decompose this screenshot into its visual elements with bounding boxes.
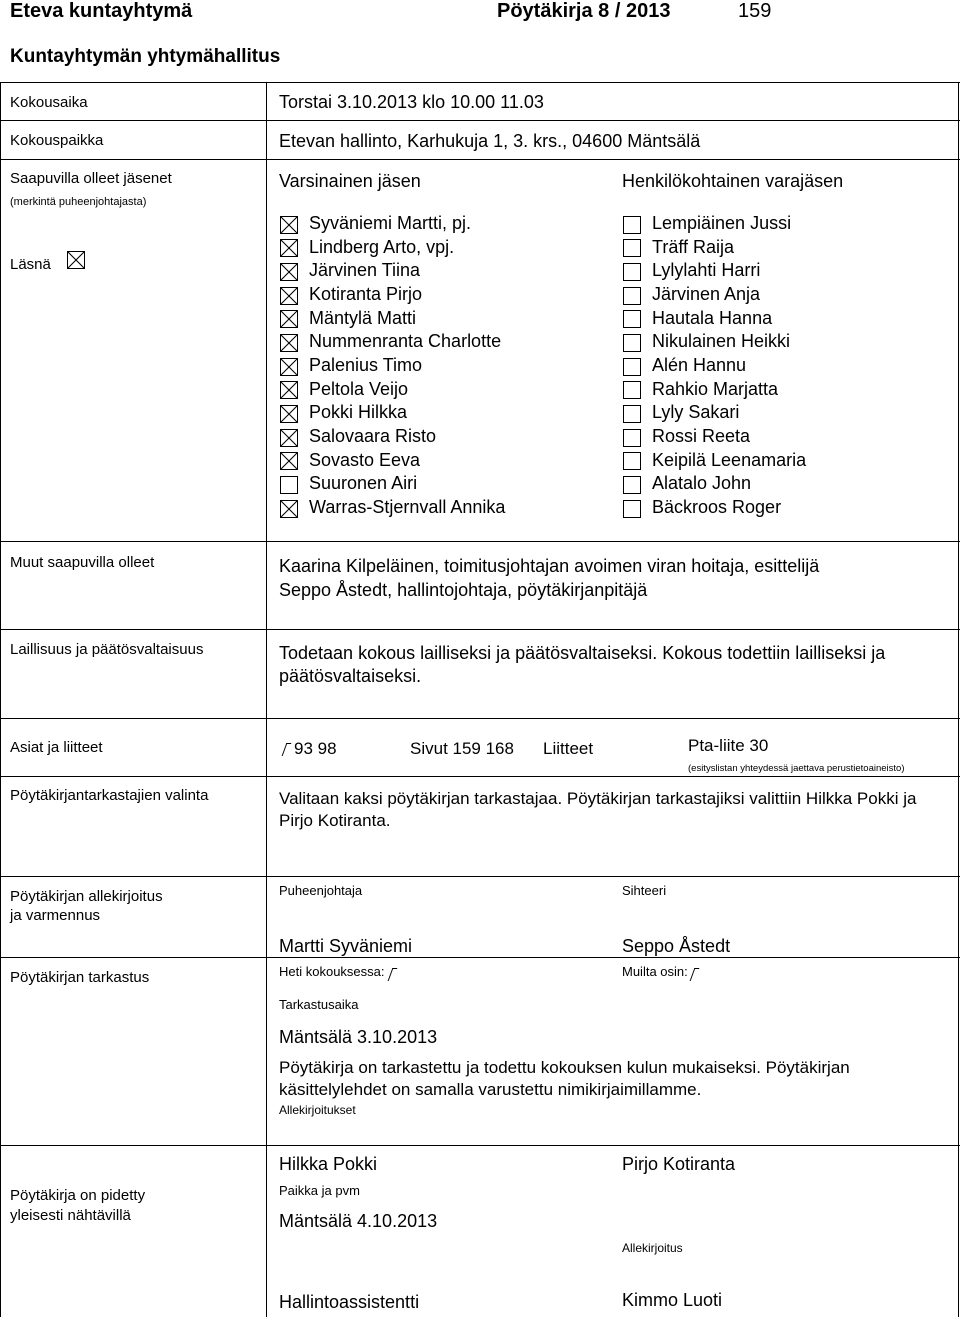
member-column-header: Varsinainen jäsen — [279, 171, 421, 191]
deputy-name: Järvinen Anja — [652, 284, 761, 304]
cross-mark-icon — [281, 311, 297, 327]
member-name: Lindberg Arto, vpj. — [309, 236, 455, 257]
document-title: Pöytäkirja 8 / 2013 — [497, 0, 671, 22]
member-checkbox[interactable] — [280, 310, 298, 328]
display-signer: Kimmo Luoti — [622, 1290, 723, 1310]
member-name: Järvinen Tiina — [309, 260, 421, 281]
deputy-name: Keipilä Leenamaria — [652, 449, 807, 470]
deputy-checkbox[interactable] — [623, 476, 641, 494]
member-name: Salovaara Risto — [309, 426, 437, 447]
cross-mark-icon — [281, 453, 297, 469]
member-name: Mäntylä Matti — [309, 307, 417, 328]
divider — [266, 82, 267, 1317]
display-role: Hallintoassistentti — [279, 1292, 420, 1312]
deputy-name: Rahkio Marjatta — [652, 378, 779, 399]
others-present-line: Kaarina Kilpeläinen, toimitusjohtajan avoimen viran hoitaja, esittelijä — [279, 556, 820, 576]
review-statement: Pöytäkirja on tarkastettu ja todettu kokouksen kulun mukaiseksi. Pöytäkirjan käsittelylehdet on samalla varustettu nimikirjaimillamme. — [279, 1058, 850, 1099]
member-checkbox[interactable] — [280, 216, 298, 234]
signatures-label: Allekirjoitukset — [279, 1103, 356, 1117]
meeting-place-label: Kokouspaikka — [10, 132, 104, 149]
items-label: Asiat ja liitteet — [10, 739, 103, 756]
divider — [0, 1145, 960, 1146]
member-checkbox[interactable] — [280, 405, 298, 423]
deputy-checkbox[interactable] — [623, 452, 641, 470]
member-checkbox[interactable] — [280, 429, 298, 447]
signer-name: Pirjo Kotiranta — [622, 1154, 736, 1174]
deputy-name: Bäckroos Roger — [652, 497, 782, 518]
attachment-note: (esityslistan yhteydessä jaettava perustietoaineisto) — [688, 763, 905, 774]
deputy-checkbox[interactable] — [623, 429, 641, 447]
deputy-checkbox[interactable] — [623, 310, 641, 328]
divider — [0, 541, 960, 542]
deputy-name: Lempiäinen Jussi — [652, 213, 792, 233]
signing-label: ja varmennus — [10, 907, 101, 924]
divider — [0, 120, 960, 121]
divider — [0, 82, 960, 83]
deputy-name: Rossi Reeta — [652, 426, 751, 447]
bracket-mark — [282, 743, 292, 756]
cross-mark-icon — [281, 335, 297, 351]
member-name: Nummenranta Charlotte — [309, 331, 502, 352]
review-immediate-label: Heti kokouksessa: — [279, 964, 385, 979]
member-checkbox[interactable] — [280, 334, 298, 352]
organization-name: Eteva kuntayhtymä — [10, 0, 193, 22]
cross-mark-icon — [281, 430, 297, 446]
attachment-name: Pta-liite 30 — [688, 736, 769, 755]
deputy-checkbox[interactable] — [623, 239, 641, 257]
deputy-name: Träff Raija — [652, 236, 735, 257]
deputy-name: Alén Hannu — [652, 355, 747, 376]
member-checkbox[interactable] — [280, 263, 298, 281]
others-present-label: Muut saapuvilla olleet — [10, 554, 155, 571]
bracket-mark — [690, 968, 700, 981]
display-place-value: Mäntsälä 4.10.2013 — [279, 1211, 438, 1231]
cross-mark-icon — [281, 240, 297, 256]
legality-label: Laillisuus ja päätösvaltaisuus — [10, 641, 204, 658]
governing-body: Kuntayhtymän yhtymähallitus — [10, 46, 281, 67]
divider — [0, 82, 1, 1317]
items-range: 93 98 — [294, 739, 337, 758]
present-checkbox[interactable] — [67, 251, 85, 269]
deputy-checkbox[interactable] — [623, 216, 641, 234]
present-label: Läsnä — [10, 256, 51, 273]
deputy-checkbox[interactable] — [623, 405, 641, 423]
attendance-note: (merkintä puheenjohtajasta) — [10, 196, 147, 208]
member-checkbox[interactable] — [280, 358, 298, 376]
deputy-checkbox[interactable] — [623, 500, 641, 518]
member-name: Sovasto Eeva — [309, 449, 421, 470]
deputy-column-header: Henkilökohtainen varajäsen — [622, 171, 844, 191]
member-name: Suuronen Airi — [309, 473, 418, 494]
checkers-text: Valitaan kaksi pöytäkirjan tarkastajaa. Pöytäkirjan tarkastajiksi valittiin Hilkka Pokki ja Pirjo Kotiranta. — [279, 789, 917, 830]
meeting-place-value: Etevan hallinto, Karhukuja 1, 3. krs., 04600 Mäntsälä — [279, 131, 701, 151]
cross-mark-icon — [68, 252, 84, 268]
cross-mark-icon — [281, 288, 297, 304]
chair-name: Martti Syväniemi — [279, 936, 413, 956]
meeting-time-label: Kokousaika — [10, 94, 88, 111]
member-name: Palenius Timo — [309, 355, 423, 376]
deputy-name: Alatalo John — [652, 473, 752, 494]
cross-mark-icon — [281, 359, 297, 375]
items-pages: Sivut 159 168 — [410, 739, 514, 758]
divider — [0, 629, 960, 630]
deputy-name: Nikulainen Heikki — [652, 331, 791, 352]
display-signature-label: Allekirjoitus — [622, 1241, 683, 1255]
deputy-checkbox[interactable] — [623, 334, 641, 352]
attachments-label: Liitteet — [543, 739, 594, 758]
divider — [0, 776, 960, 777]
divider — [0, 957, 960, 958]
review-time-label: Tarkastusaika — [279, 997, 359, 1012]
cross-mark-icon — [281, 217, 297, 233]
legality-text: Todetaan kokous lailliseksi ja päätösvaltaiseksi. Kokous todettiin lailliseksi ja päätösvaltaiseksi. — [279, 643, 886, 686]
signer-name: Hilkka Pokki — [279, 1154, 378, 1174]
member-checkbox[interactable] — [280, 287, 298, 305]
member-name: Peltola Veijo — [309, 378, 409, 399]
cross-mark-icon — [281, 382, 297, 398]
meeting-time-value: Torstai 3.10.2013 klo 10.00 11.03 — [279, 92, 544, 112]
member-checkbox[interactable] — [280, 452, 298, 470]
deputy-name: Hautala Hanna — [652, 307, 773, 328]
deputy-checkbox[interactable] — [623, 358, 641, 376]
divider — [0, 718, 960, 719]
divider — [0, 876, 960, 877]
secretary-title: Sihteeri — [622, 883, 667, 898]
attendance-label: Saapuvilla olleet jäsenet — [10, 170, 172, 187]
display-label: yleisesti nähtävillä — [10, 1207, 131, 1224]
page-number: 159 — [738, 0, 772, 22]
secretary-name: Seppo Åstedt — [622, 936, 731, 956]
review-label: Pöytäkirjan tarkastus — [10, 969, 150, 986]
member-checkbox[interactable] — [280, 381, 298, 399]
display-place-label: Paikka ja pvm — [279, 1183, 360, 1198]
deputy-name: Lylylahti Harri — [652, 260, 761, 281]
deputy-name: Lyly Sakari — [652, 402, 740, 423]
member-name: Pokki Hilkka — [309, 402, 408, 423]
cross-mark-icon — [281, 406, 297, 422]
member-name: Syväniemi Martti, pj. — [309, 213, 472, 233]
others-present-line: Seppo Åstedt, hallintojohtaja, pöytäkirjanpitäjä — [279, 580, 648, 600]
bracket-mark — [388, 968, 398, 981]
member-name: Kotiranta Pirjo — [309, 284, 423, 304]
member-checkbox[interactable] — [280, 476, 298, 494]
deputy-checkbox[interactable] — [623, 287, 641, 305]
member-checkbox[interactable] — [280, 500, 298, 518]
review-later-label: Muilta osin: — [622, 964, 688, 979]
divider — [958, 82, 959, 1317]
chair-title: Puheenjohtaja — [279, 883, 363, 898]
display-label: Pöytäkirja on pidetty — [10, 1187, 146, 1204]
checkers-label: Pöytäkirjantarkastajien valinta — [10, 787, 209, 804]
signing-label: Pöytäkirjan allekirjoitus — [10, 888, 163, 905]
deputy-checkbox[interactable] — [623, 263, 641, 281]
cross-mark-icon — [281, 264, 297, 280]
cross-mark-icon — [281, 501, 297, 517]
member-name: Warras-Stjernvall Annika — [309, 497, 506, 518]
member-checkbox[interactable] — [280, 239, 298, 257]
deputy-checkbox[interactable] — [623, 381, 641, 399]
review-time-value: Mäntsälä 3.10.2013 — [279, 1027, 438, 1047]
divider — [0, 159, 960, 160]
